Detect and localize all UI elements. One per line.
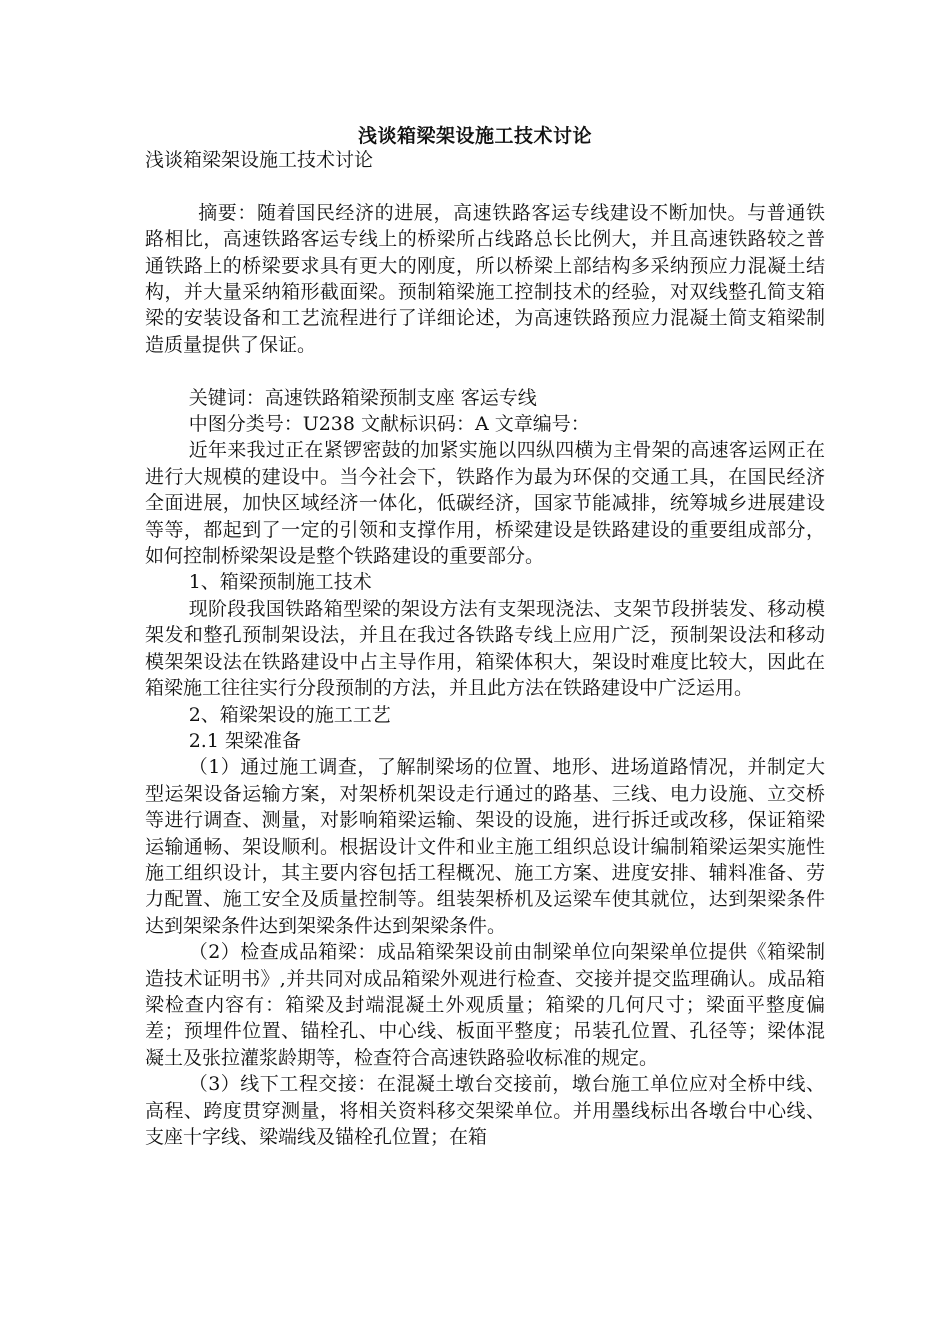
item3-paragraph: （3）线下工程交接：在混凝土墩台交接前，墩台施工单位应对全桥中线、高程、跨度贯穿测量，将相关资料移交架梁单位。并用墨线标出各墩台中心线、支座十字线、梁端线及锚栓孔位置；在箱: [145, 1073, 825, 1148]
section1-heading: 1、箱梁预制施工技术: [188, 571, 372, 594]
classification-line: 中图分类号：U238 文献标识码：A 文章编号：: [188, 413, 590, 436]
item1-paragraph: （1）通过施工调查，了解制梁场的位置、地形、进场道路情况，并制定大型运架设备运输方案，对架桥机架设走行通过的路基、三线、电力设施、立交桥等进行调查、测量，对影响箱梁运输、架设的设施，进行拆迁或改移，保证箱梁运输通畅、架设顺利。根据设计文件和业主施工组织总设计编制箱梁运架实施性施工组织设计，其主要内容包括工程概况、施工方案、进度安排、辅料准备、劳力配置、施工安全及质量控制等。组装架桥机及运梁车使其就位，达到架梁条件达到架梁条件达到架梁条件达到架梁条件。: [145, 756, 825, 937]
section1-paragraph: 现阶段我国铁路箱型梁的架设方法有支架现浇法、支架节段拼装发、移动模架发和整孔预制架设法，并且在我过各铁路专线上应用广泛，预制架设法和移动模架架设法在铁路建设中占主导作用，箱梁体积大，架设时难度比较大，因此在箱梁施工往往实行分段预制的方法，并且此方法在铁路建设中广泛运用。: [145, 597, 825, 700]
abstract-paragraph: 摘要：随着国民经济的进展，高速铁路客运专线建设不断加快。与普通铁路相比，高速铁路客运专线上的桥梁所占线路总长比例大，并且高速铁路较之普通铁路上的桥梁要求具有更大的刚度，所以桥梁上部结构多采纳预应力混凝土结构，并大量采纳箱形截面梁。预制箱梁施工控制技术的经验，对双线整孔简支箱梁的安装设备和工艺流程进行了详细论述，为高速铁路预应力混凝土简支箱梁制造质量提供了保证。: [145, 201, 825, 356]
document-title: 浅谈箱梁架设施工技术讨论: [357, 125, 592, 147]
item2-paragraph: （2）检查成品箱梁：成品箱梁架设前由制梁单位向架梁单位提供《箱梁制造技术证明书》,并共同对成品箱梁外观进行检查、交接并提交监理确认。成品箱梁检查内容有：箱梁及封端混凝土外观质量；箱梁的几何尺寸；梁面平整度偏差；预埋件位置、锚栓孔、中心线、板面平整度；吊装孔位置、孔径等；梁体混凝土及张拉灌浆龄期等，检查符合高速铁路验收标准的规定。: [145, 941, 825, 1069]
blank-line: [145, 358, 825, 384]
section2-heading: 2、箱梁架设的施工工艺: [188, 703, 391, 726]
blank-line: [145, 173, 825, 199]
intro-paragraph: 近年来我过正在紧锣密鼓的加紧实施以四纵四横为主骨架的高速客运网正在进行大规模的建设中。当今社会下，铁路作为最为环保的交通工具，在国民经济全面进展，加快区域经济一体化，低碳经济，国家节能减排，统筹城乡进展建设等等，都起到了一定的引领和支撑作用，桥梁建设是铁路建设的重要组成部分，如何控制桥梁架设是整个铁路建设的重要部分。: [145, 439, 825, 568]
document-body: [145, 147, 825, 1150]
keywords-line: 关键词：高速铁路箱梁预制支座 客运专线: [188, 386, 537, 409]
document-subtitle: 浅谈箱梁架设施工技术讨论: [145, 149, 374, 171]
section21-heading: 2.1 架梁准备: [188, 729, 301, 752]
